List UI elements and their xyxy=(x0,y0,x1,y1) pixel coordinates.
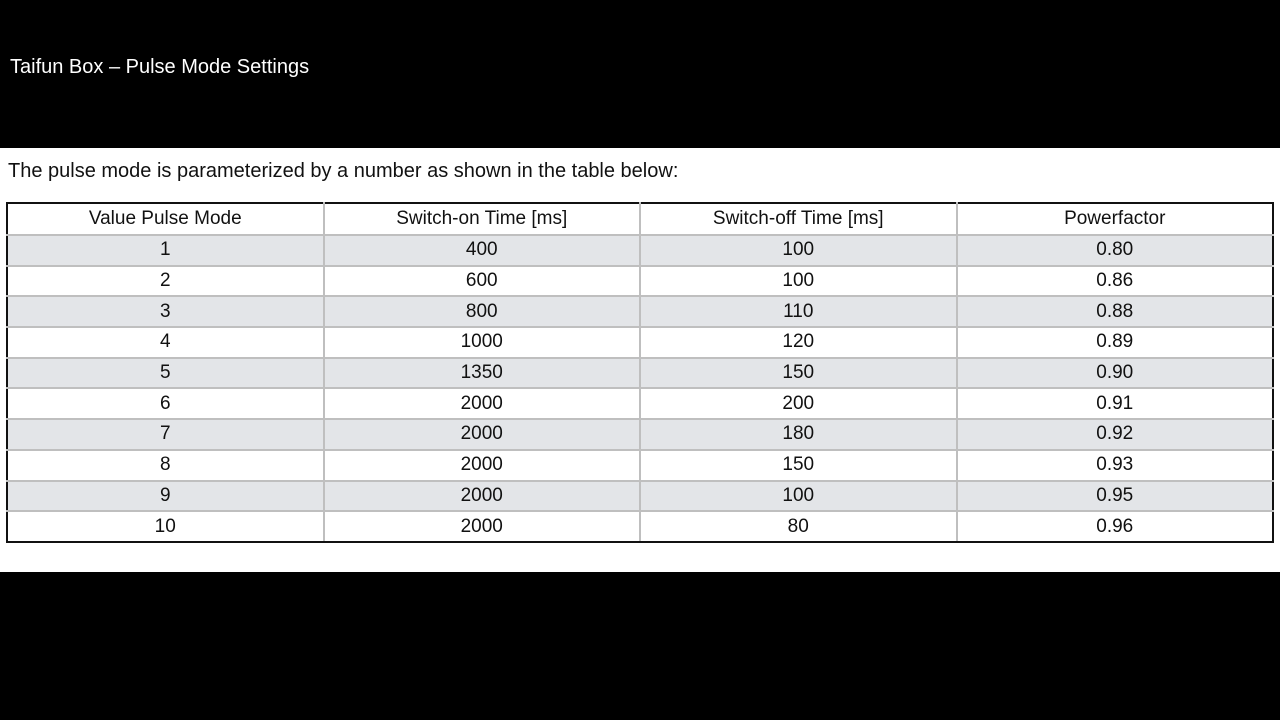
document-panel xyxy=(0,148,1280,572)
pulse-mode-table xyxy=(6,202,1274,543)
table-row xyxy=(7,327,1273,358)
table-row xyxy=(7,419,1273,450)
header-powerfactor: Powerfactor xyxy=(957,203,1274,235)
cell-pulse-mode: 6 xyxy=(7,388,324,419)
cell-switch-on-time: 400 xyxy=(324,235,641,266)
intro-text: The pulse mode is parameterized by a number as shown in the table below: xyxy=(8,160,679,182)
table-row xyxy=(7,450,1273,481)
table-row xyxy=(7,511,1273,542)
table-row xyxy=(7,296,1273,327)
table-row xyxy=(7,388,1273,419)
cell-powerfactor: 0.95 xyxy=(957,481,1274,512)
cell-pulse-mode: 2 xyxy=(7,266,324,297)
header-switch-off-time: Switch-off Time [ms] xyxy=(640,203,957,235)
table-row xyxy=(7,235,1273,266)
cell-switch-off-time: 200 xyxy=(640,388,957,419)
cell-powerfactor: 0.86 xyxy=(957,266,1274,297)
cell-switch-on-time: 2000 xyxy=(324,388,641,419)
cell-switch-off-time: 150 xyxy=(640,358,957,389)
cell-pulse-mode: 10 xyxy=(7,511,324,542)
cell-switch-off-time: 110 xyxy=(640,296,957,327)
cell-switch-off-time: 180 xyxy=(640,419,957,450)
cell-switch-off-time: 100 xyxy=(640,481,957,512)
table-header-row xyxy=(7,203,1273,235)
cell-pulse-mode: 7 xyxy=(7,419,324,450)
table-row xyxy=(7,358,1273,389)
cell-pulse-mode: 9 xyxy=(7,481,324,512)
cell-powerfactor: 0.88 xyxy=(957,296,1274,327)
cell-switch-on-time: 2000 xyxy=(324,511,641,542)
cell-switch-on-time: 1000 xyxy=(324,327,641,358)
cell-pulse-mode: 8 xyxy=(7,450,324,481)
cell-switch-off-time: 100 xyxy=(640,266,957,297)
table-row xyxy=(7,266,1273,297)
cell-powerfactor: 0.96 xyxy=(957,511,1274,542)
cell-pulse-mode: 1 xyxy=(7,235,324,266)
cell-pulse-mode: 4 xyxy=(7,327,324,358)
cell-switch-off-time: 120 xyxy=(640,327,957,358)
cell-switch-on-time: 1350 xyxy=(324,358,641,389)
cell-pulse-mode: 3 xyxy=(7,296,324,327)
cell-switch-on-time: 2000 xyxy=(324,481,641,512)
cell-switch-on-time: 2000 xyxy=(324,419,641,450)
cell-pulse-mode: 5 xyxy=(7,358,324,389)
cell-powerfactor: 0.92 xyxy=(957,419,1274,450)
cell-switch-off-time: 150 xyxy=(640,450,957,481)
cell-powerfactor: 0.91 xyxy=(957,388,1274,419)
cell-switch-off-time: 100 xyxy=(640,235,957,266)
cell-switch-on-time: 600 xyxy=(324,266,641,297)
table-row xyxy=(7,481,1273,512)
cell-powerfactor: 0.90 xyxy=(957,358,1274,389)
cell-powerfactor: 0.93 xyxy=(957,450,1274,481)
cell-switch-off-time: 80 xyxy=(640,511,957,542)
cell-powerfactor: 0.80 xyxy=(957,235,1274,266)
cell-powerfactor: 0.89 xyxy=(957,327,1274,358)
slide-title: Taifun Box – Pulse Mode Settings xyxy=(10,56,310,78)
header-switch-on-time: Switch-on Time [ms] xyxy=(324,203,641,235)
header-value-pulse-mode: Value Pulse Mode xyxy=(7,203,324,235)
cell-switch-on-time: 2000 xyxy=(324,450,641,481)
cell-switch-on-time: 800 xyxy=(324,296,641,327)
